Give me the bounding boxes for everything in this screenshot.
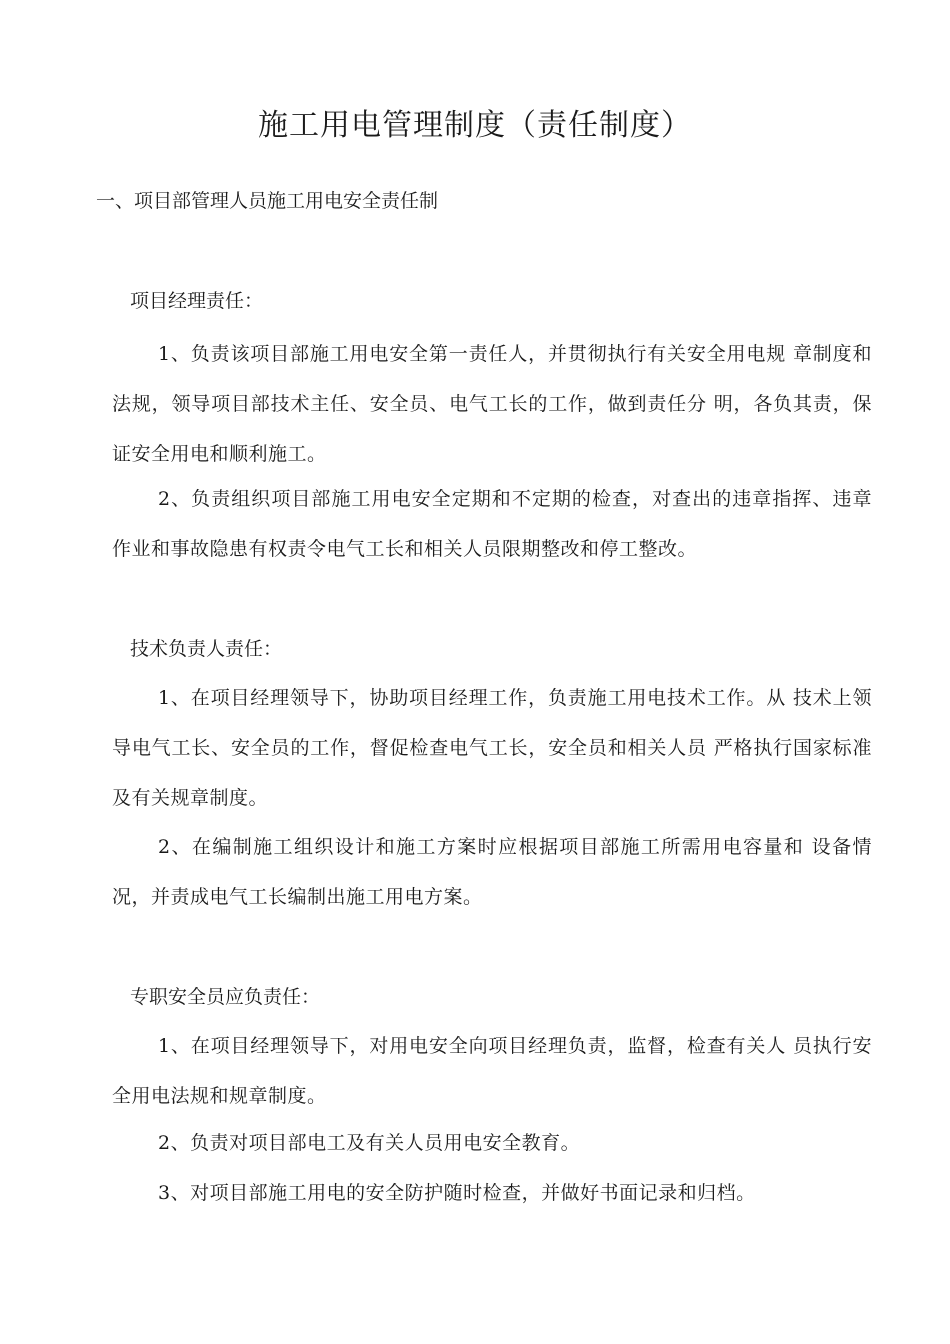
paragraph-technical-lead-2: 2、在编制施工组织设计和施工方案时应根据项目部施工所需用电容量和 设备情况，并责成电气工长编制出施工用电方案。 — [112, 836, 872, 908]
section-heading: 一、项目部管理人员施工用电安全责任制 — [96, 190, 439, 212]
paragraph-technical-lead-1: 1、在项目经理领导下，协助项目经理工作，负责施工用电技术工作。从 技术上领导电气工长、安全员的工作，督促检查电气工长，安全员和相关人员 严格执行国家标准及有关规章制度。 — [112, 687, 872, 809]
paragraph-project-manager-2: 2、负责组织项目部施工用电安全定期和不定期的检查，对查出的违章指挥、违章作业和事故隐患有权责令电气工长和相关人员限期整改和停工整改。 — [112, 488, 872, 560]
paragraph-safety-officer-3: 3、对项目部施工用电的安全防护随时检查，并做好书面记录和归档。 — [158, 1182, 756, 1204]
paragraph-safety-officer-2: 2、负责对项目部电工及有关人员用电安全教育。 — [158, 1132, 581, 1154]
role-heading-safety-officer: 专职安全员应负责任： — [130, 986, 321, 1008]
role-heading-project-manager: 项目经理责任： — [130, 290, 264, 312]
paragraph-project-manager-1: 1、负责该项目部施工用电安全第一责任人，并贯彻执行有关安全用电规 章制度和法规，领导项目部技术主任、安全员、电气工长的工作，做到责任分 明，各负其责，保证安全用电和顺利施工。 — [112, 343, 872, 465]
document-title: 施工用电管理制度（责任制度） — [258, 108, 692, 143]
role-heading-technical-lead: 技术负责人责任： — [130, 638, 283, 660]
paragraph-safety-officer-1: 1、在项目经理领导下，对用电安全向项目经理负责，监督，检查有关人 员执行安全用电法规和规章制度。 — [112, 1035, 872, 1107]
